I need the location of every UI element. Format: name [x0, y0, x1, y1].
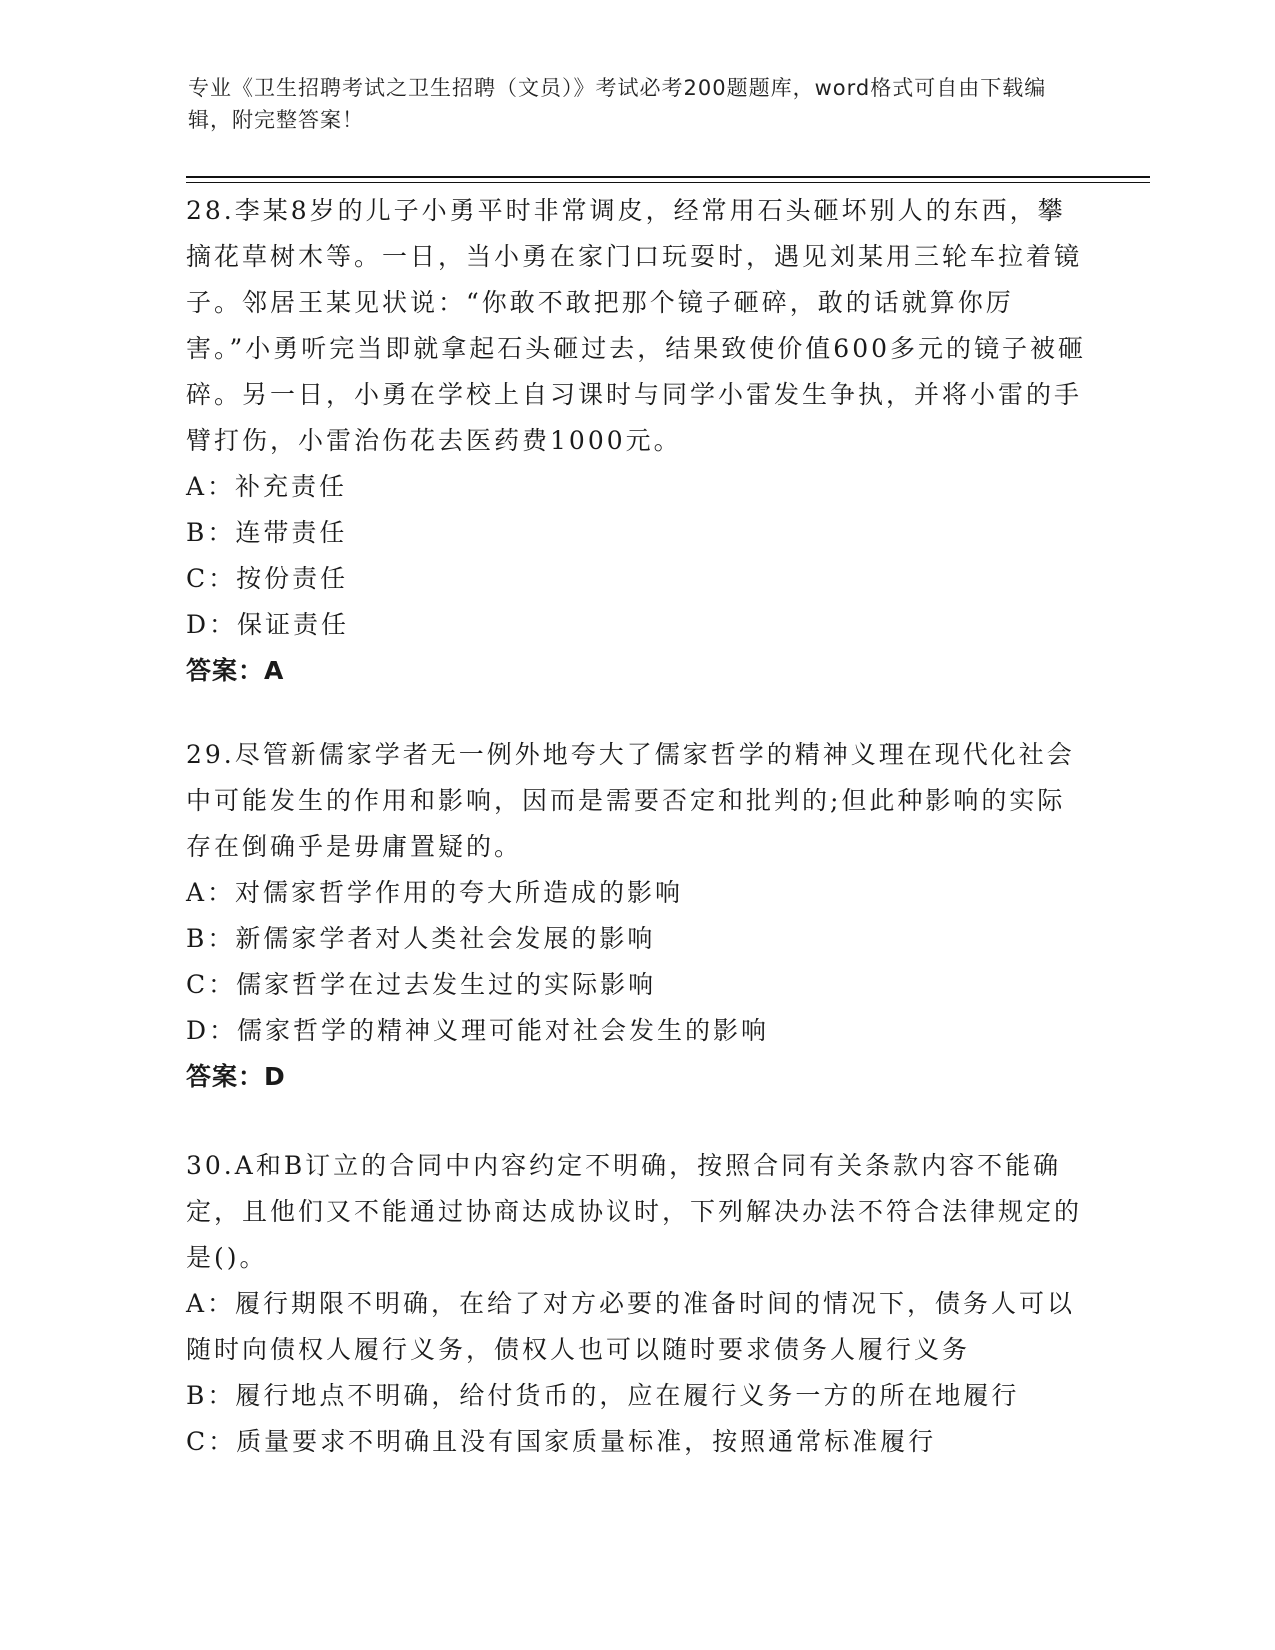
question-stem: 30.A和B订立的合同中内容约定不明确，按照合同有关条款内容不能确定，且他们又不能通过协商达成协议时，下列解决办法不符合法律规定的是()。	[186, 1151, 1083, 1272]
header-divider-thin	[186, 182, 1150, 183]
option-c: C：儒家哲学在过去发生过的实际影响	[186, 970, 657, 999]
question-29	[186, 732, 1086, 1100]
question-stem: 28.李某8岁的儿子小勇平时非常调皮，经常用石头砸坏别人的东西，攀摘花草树木等。一日，当小勇在家门口玩耍时，遇见刘某用三轮车拉着镜子。邻居王某见状说：“你敢不敢把那个镜子砸碎，敢的话就算你厉害。”小勇听完当即就拿起石头砸过去，结果致使价值600多元的镜子被砸碎。另一日，小勇在学校上自习课时与同学小雷发生争执，并将小雷的手臂打伤，小雷治伤花去医药费1000元。	[186, 196, 1087, 455]
answer-label: 答案：A	[186, 656, 285, 685]
answer-label: 答案：D	[186, 1062, 286, 1091]
option-d: D：儒家哲学的精神义理可能对社会发生的影响	[186, 1016, 770, 1045]
document-header: 专业《卫生招聘考试之卫生招聘（文员）》考试必考200题题库，word格式可自由下载编辑，附完整答案！	[188, 76, 1047, 132]
option-b: B：履行地点不明确，给付货币的，应在履行义务一方的所在地履行	[186, 1381, 1020, 1410]
option-a: A：对儒家哲学作用的夸大所造成的影响	[186, 878, 684, 907]
option-d: D：保证责任	[186, 610, 350, 639]
option-a: A：补充责任	[186, 472, 348, 501]
question-28	[186, 188, 1086, 694]
option-a: A：履行期限不明确，在给了对方必要的准备时间的情况下，债务人可以随时向债权人履行义务，债权人也可以随时要求债务人履行义务	[186, 1289, 1076, 1364]
option-c: C：按份责任	[186, 564, 349, 593]
option-b: B：连带责任	[186, 518, 348, 547]
option-c: C：质量要求不明确且没有国家质量标准，按照通常标准履行	[186, 1427, 937, 1456]
question-stem: 29.尽管新儒家学者无一例外地夸大了儒家哲学的精神义理在现代化社会中可能发生的作用和影响，因而是需要否定和批判的;但此种影响的实际存在倒确乎是毋庸置疑的。	[186, 740, 1075, 861]
question-30	[186, 1143, 1086, 1465]
header-divider-thick	[186, 176, 1150, 178]
option-b: B：新儒家学者对人类社会发展的影响	[186, 924, 656, 953]
